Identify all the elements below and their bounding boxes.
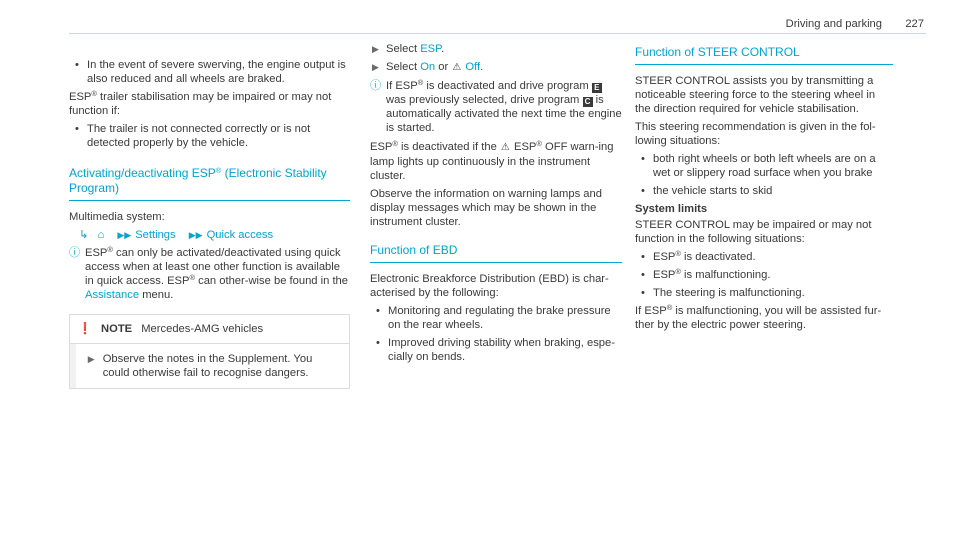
column-2 [370, 42, 622, 368]
registered-icon: ® [392, 139, 398, 148]
note-box [69, 314, 350, 389]
bullet-icon: • [641, 251, 645, 263]
menu-label: Multimedia system: [69, 211, 165, 223]
bullet-icon: • [376, 337, 380, 349]
double-chevron-icon: ▶▶ [188, 230, 203, 240]
step-arrow-icon: ▶ [372, 62, 379, 72]
list-item: • both right wheels or both left wheels are on a wet or slippery road surface when you brake [641, 153, 876, 179]
list-item: • ESP® is malfunctioning. [641, 267, 771, 281]
paragraph: STEER CONTROL assists you by transmitting a noticeable steering force to the steering wheel in the direction required for vehicle stabilisation. [635, 75, 876, 115]
registered-icon: ® [215, 166, 222, 175]
subheading: System limits [635, 203, 708, 215]
bullet-list [69, 58, 350, 86]
registered-icon: ® [107, 245, 113, 254]
bullet-list [370, 304, 622, 364]
list-item: • In the event of severe swerving, the engine output is also reduced and all wheels are braked. [75, 59, 346, 85]
list-item: • the vehicle starts to skid [641, 185, 773, 197]
menu-path [79, 228, 350, 242]
note-body [70, 344, 349, 388]
esp-off-icon: ⚠ [452, 62, 462, 73]
section-heading: Function of STEER CONTROL [635, 45, 893, 65]
registered-icon: ® [91, 89, 97, 98]
list-item: • Improved driving stability when braking, espe-cially on bends. [376, 337, 615, 363]
section-heading: Activating/deactivating ESP® (Electronic Stability Program) [69, 166, 350, 201]
info-icon: ⓘ [69, 247, 81, 259]
step-item: ▶ Select ESP. [372, 43, 445, 55]
step-arrow-icon: ▶ [372, 44, 379, 54]
list-item: • Monitoring and regulating the brake pressure on the rear wheels. [376, 305, 611, 331]
path-arrow-icon: ↳ [79, 229, 89, 241]
registered-icon: ® [536, 139, 542, 148]
bullet-icon: • [641, 287, 645, 299]
info-note: ⓘ ESP® can only be activated/deactivated using quick access when at least one other function is available in quick access. ESP® can other-wise be found in the Assistance menu. [69, 245, 348, 301]
list-item: • ESP® is deactivated. [641, 249, 756, 263]
section-title: Driving and parking [785, 18, 882, 30]
on-option[interactable]: On [420, 61, 436, 73]
paragraph: Observe the information on warning lamps and display messages which may be shown in the instrument cluster. [370, 188, 602, 228]
list-item: • The trailer is not connected correctly or is not detected properly by the vehicle. [75, 123, 311, 149]
paragraph: If ESP® is malfunctioning, you will be assisted fur-ther by the electric power steering. [635, 303, 882, 331]
bullet-icon: • [641, 153, 645, 165]
info-icon: ⓘ [370, 80, 382, 92]
bullet-icon: • [641, 269, 645, 281]
bullet-list [69, 122, 350, 150]
registered-icon: ® [417, 78, 424, 87]
paragraph: Electronic Breakforce Distribution (EBD) is char-acterised by the following: [370, 273, 609, 299]
paragraph: ESP® is deactivated if the ⚠ ESP® OFF warn-ing lamp lights up continuously in the instrument cluster. [370, 139, 614, 182]
bullet-icon: • [75, 59, 79, 71]
note-title: Mercedes-AMG vehicles [141, 323, 264, 335]
section-heading: Function of EBD [370, 243, 622, 263]
warning-icon: ❗ [78, 323, 92, 335]
assistance-link[interactable]: Assistance [85, 289, 140, 301]
home-icon: ⌂ [97, 229, 105, 241]
column-3 [635, 45, 893, 336]
header-rule [69, 33, 926, 34]
bullet-list [635, 250, 893, 300]
registered-icon: ® [666, 303, 673, 312]
registered-icon: ® [675, 249, 681, 258]
settings-link[interactable]: Settings [135, 229, 176, 241]
step-arrow-icon: ▶ [87, 354, 95, 364]
page-number: 227 [905, 18, 924, 30]
paragraph: ESP® trailer stabilisation may be impaired or may not function if: [69, 89, 332, 117]
esp-off-icon: ⚠ [500, 142, 510, 153]
drive-program-c-icon: C [583, 97, 593, 107]
off-option[interactable]: Off [465, 61, 481, 73]
note-header [70, 315, 349, 344]
esp-link[interactable]: ESP [420, 43, 442, 55]
bullet-icon: • [641, 185, 645, 197]
note-content: ▶ Observe the notes in the Supplement. You could otherwise fail to recognise dangers. [87, 353, 313, 379]
paragraph: STEER CONTROL may be impaired or may not function in the following situations: [635, 219, 872, 245]
page-header [0, 9, 960, 29]
note-label: NOTE [101, 323, 133, 335]
bullet-icon: • [376, 305, 380, 317]
double-chevron-icon: ▶▶ [117, 230, 132, 240]
column-1 [69, 58, 350, 389]
bullet-icon: • [75, 123, 79, 135]
bullet-list [635, 152, 893, 198]
step-item: ▶ Select On or ⚠ Off. [372, 61, 484, 73]
registered-icon: ® [189, 273, 195, 282]
info-note: ⓘ If ESP® is deactivated and drive program E was previously selected, drive program C is automatically activated the next time the engine is started. [370, 78, 622, 134]
drive-program-e-icon: E [592, 83, 602, 93]
quick-access-link[interactable]: Quick access [206, 229, 274, 241]
list-item: • The steering is malfunctioning. [641, 287, 805, 299]
registered-icon: ® [675, 267, 681, 276]
paragraph: This steering recommendation is given in the fol-lowing situations: [635, 121, 876, 147]
